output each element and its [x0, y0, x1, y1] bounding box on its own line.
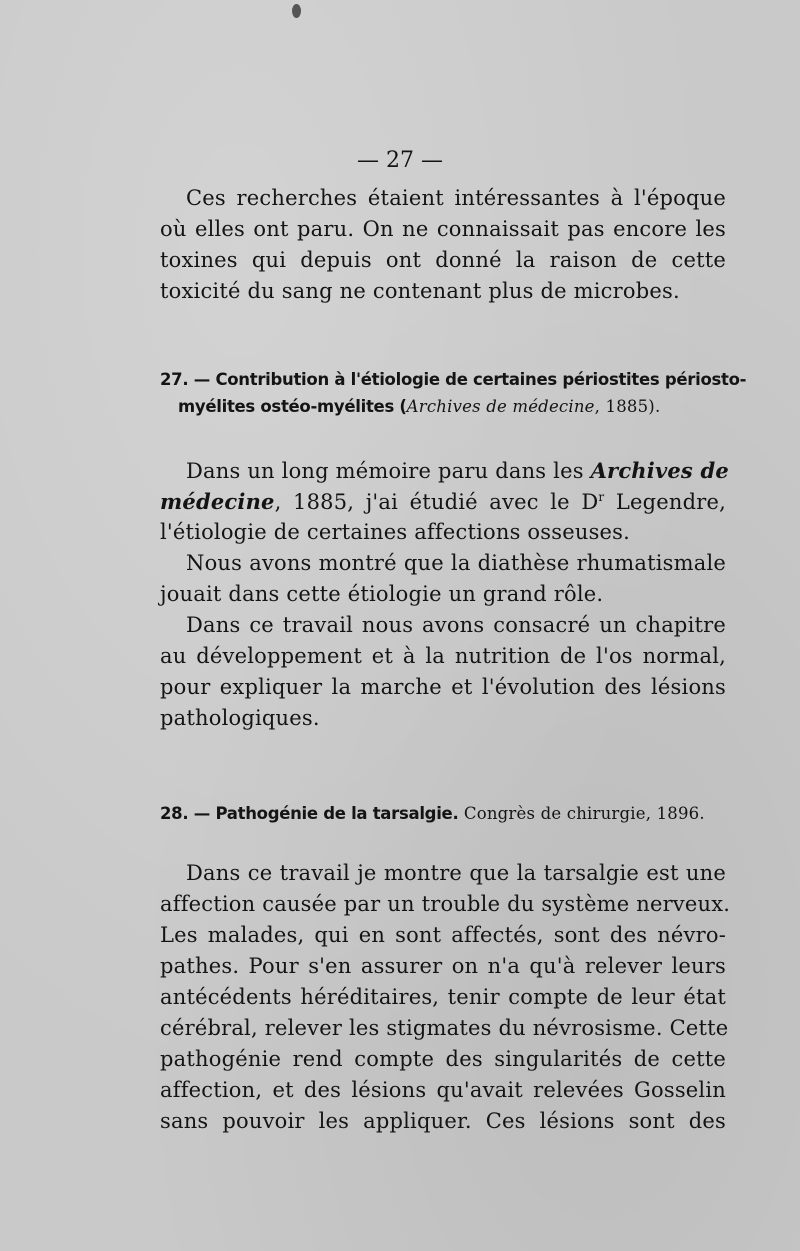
text-line: pour expliquer la marche et l'évolution des lésions [160, 675, 726, 699]
text-line: Les malades, qui en sont affectés, sont des névro- [160, 923, 726, 947]
text-line: cérébral, relever les stigmates du névrosisme. Cette [160, 1016, 729, 1040]
entry-27-body [160, 455, 729, 734]
entry-27-heading [160, 366, 747, 420]
text-line: affection causée par un trouble du système nerveux. [160, 892, 731, 916]
text-line: sans pouvoir les appliquer. Ces lésions sont des [160, 1109, 726, 1133]
entry-28-title-line [160, 800, 726, 827]
ink-spot [292, 4, 301, 18]
text-line: Ces recherches étaient intéressantes à l'époque [186, 186, 726, 210]
text-line: au développement et à la nutrition de l'os normal, [160, 644, 726, 668]
text-line: pathogénie rend compte des singularités de cette [160, 1047, 726, 1071]
entry-27-title: Contribution à l'étiologie de certaines périostites périosto- [215, 370, 747, 389]
text-line: toxines qui depuis ont donné la raison de cette [160, 248, 726, 272]
text-line: l'étiologie de certaines affections osseuses. [160, 520, 631, 544]
text-line: jouait dans cette étiologie un grand rôle. [160, 582, 604, 606]
entry-28-body [160, 858, 731, 1137]
text-line: pathologiques. [160, 706, 320, 730]
text-line: médecine, 1885, j'ai étudié avec le $D^r$ Legendre, [160, 489, 726, 514]
page-number: — 27 — [357, 148, 443, 173]
intro-paragraph [160, 183, 726, 307]
entry-27-journal: Archives de médecine [406, 397, 595, 416]
text-line: Dans ce travail nous avons consacré un chapitre [186, 613, 726, 637]
journal-name: médecine [160, 489, 275, 514]
entry-28-title: Pathogénie de la tarsalgie. [215, 804, 459, 823]
entry-27-title-cont: myélites ostéo-myélites ( [178, 397, 407, 416]
entry-28-heading [160, 800, 726, 827]
entry-27-year: , 1885). [594, 397, 661, 416]
entry-28-number: 28. — [160, 804, 210, 823]
text-line: pathes. Pour s'en assurer on n'a qu'à relever leurs [160, 954, 726, 978]
text-line: antécédents héréditaires, tenir compte de leur état [160, 985, 726, 1009]
text-line: toxicité du sang ne contenant plus de microbes. [160, 279, 680, 303]
text-line: affection, et des lésions qu'avait relevées Gosselin [160, 1078, 726, 1102]
entry-27-title-line [160, 366, 747, 393]
text-line: Nous avons montré que la diathèse rhumatismale [186, 551, 726, 575]
entry-27-number: 27. — [160, 370, 210, 389]
journal-name: Archives de [590, 458, 729, 483]
text-line: où elles ont paru. On ne connaissait pas encore les [160, 217, 726, 241]
text-line: Dans un long mémoire paru dans les Archives de [186, 458, 729, 483]
text-line: Dans ce travail je montre que la tarsalgie est une [186, 861, 726, 885]
entry-27-title-line [160, 393, 728, 420]
entry-28-source: Congrès de chirurgie, 1896. [458, 804, 705, 823]
